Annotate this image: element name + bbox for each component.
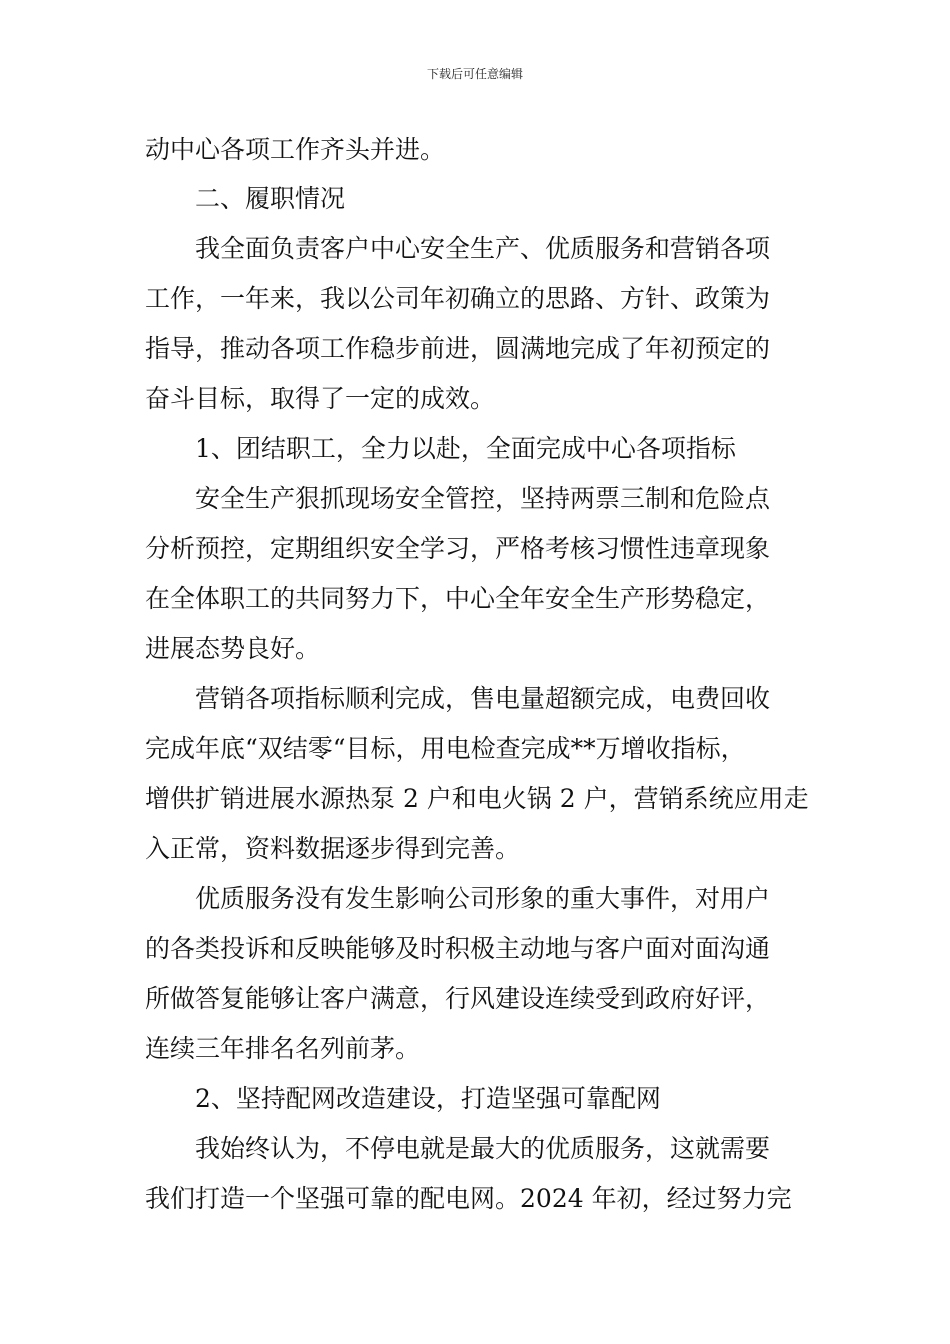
body-line: 所做答复能够让客户满意，行风建设连续受到政府好评， <box>145 984 771 1013</box>
body-line: 安全生产狠抓现场安全管控，坚持两票三制和危险点 <box>195 484 771 513</box>
body-line: 连续三年排名名列前茅。 <box>145 1034 421 1063</box>
body-line: 优质服务没有发生影响公司形象的重大事件，对用户 <box>195 884 771 913</box>
body-line: 完成年底“双结零“目标，用电检查完成**万增收指标， <box>145 734 746 763</box>
body-line: 的各类投诉和反映能够及时积极主动地与客户面对面沟通 <box>145 934 771 963</box>
subsection-heading: 1、团结职工，全力以赴，全面完成中心各项指标 <box>195 434 736 463</box>
body-line: 在全体职工的共同努力下，中心全年安全生产形势稳定， <box>145 584 771 613</box>
body-line: 我始终认为，不停电就是最大的优质服务，这就需要 <box>195 1134 771 1163</box>
body-line: 动中心各项工作齐头并进。 <box>145 135 446 164</box>
page-header: 下载后可任意编辑 <box>426 67 523 81</box>
body-line: 我们打造一个坚强可靠的配电网。2024 年初，经过努力完 <box>145 1184 792 1213</box>
body-line: 指导，推动各项工作稳步前进，圆满地完成了年初预定的 <box>145 334 771 363</box>
body-line: 分析预控，定期组织安全学习，严格考核习惯性违章现象 <box>145 534 771 563</box>
body-line: 增供扩销进展水源热泵 2 户和电火锅 2 户，营销系统应用走 <box>145 784 809 813</box>
body-line: 我全面负责客户中心安全生产、优质服务和营销各项 <box>195 234 771 263</box>
body-line: 工作，一年来，我以公司年初确立的思路、方针、政策为 <box>145 284 771 313</box>
body-line: 营销各项指标顺利完成，售电量超额完成，电费回收 <box>195 684 771 713</box>
body-line: 奋斗目标，取得了一定的成效。 <box>145 384 496 413</box>
body-line: 进展态势良好。 <box>145 634 321 663</box>
subsection-heading: 2、坚持配网改造建设，打造坚强可靠配网 <box>195 1084 661 1113</box>
body-line: 入正常，资料数据逐步得到完善。 <box>145 834 521 863</box>
section-heading: 二、履职情况 <box>195 184 346 213</box>
